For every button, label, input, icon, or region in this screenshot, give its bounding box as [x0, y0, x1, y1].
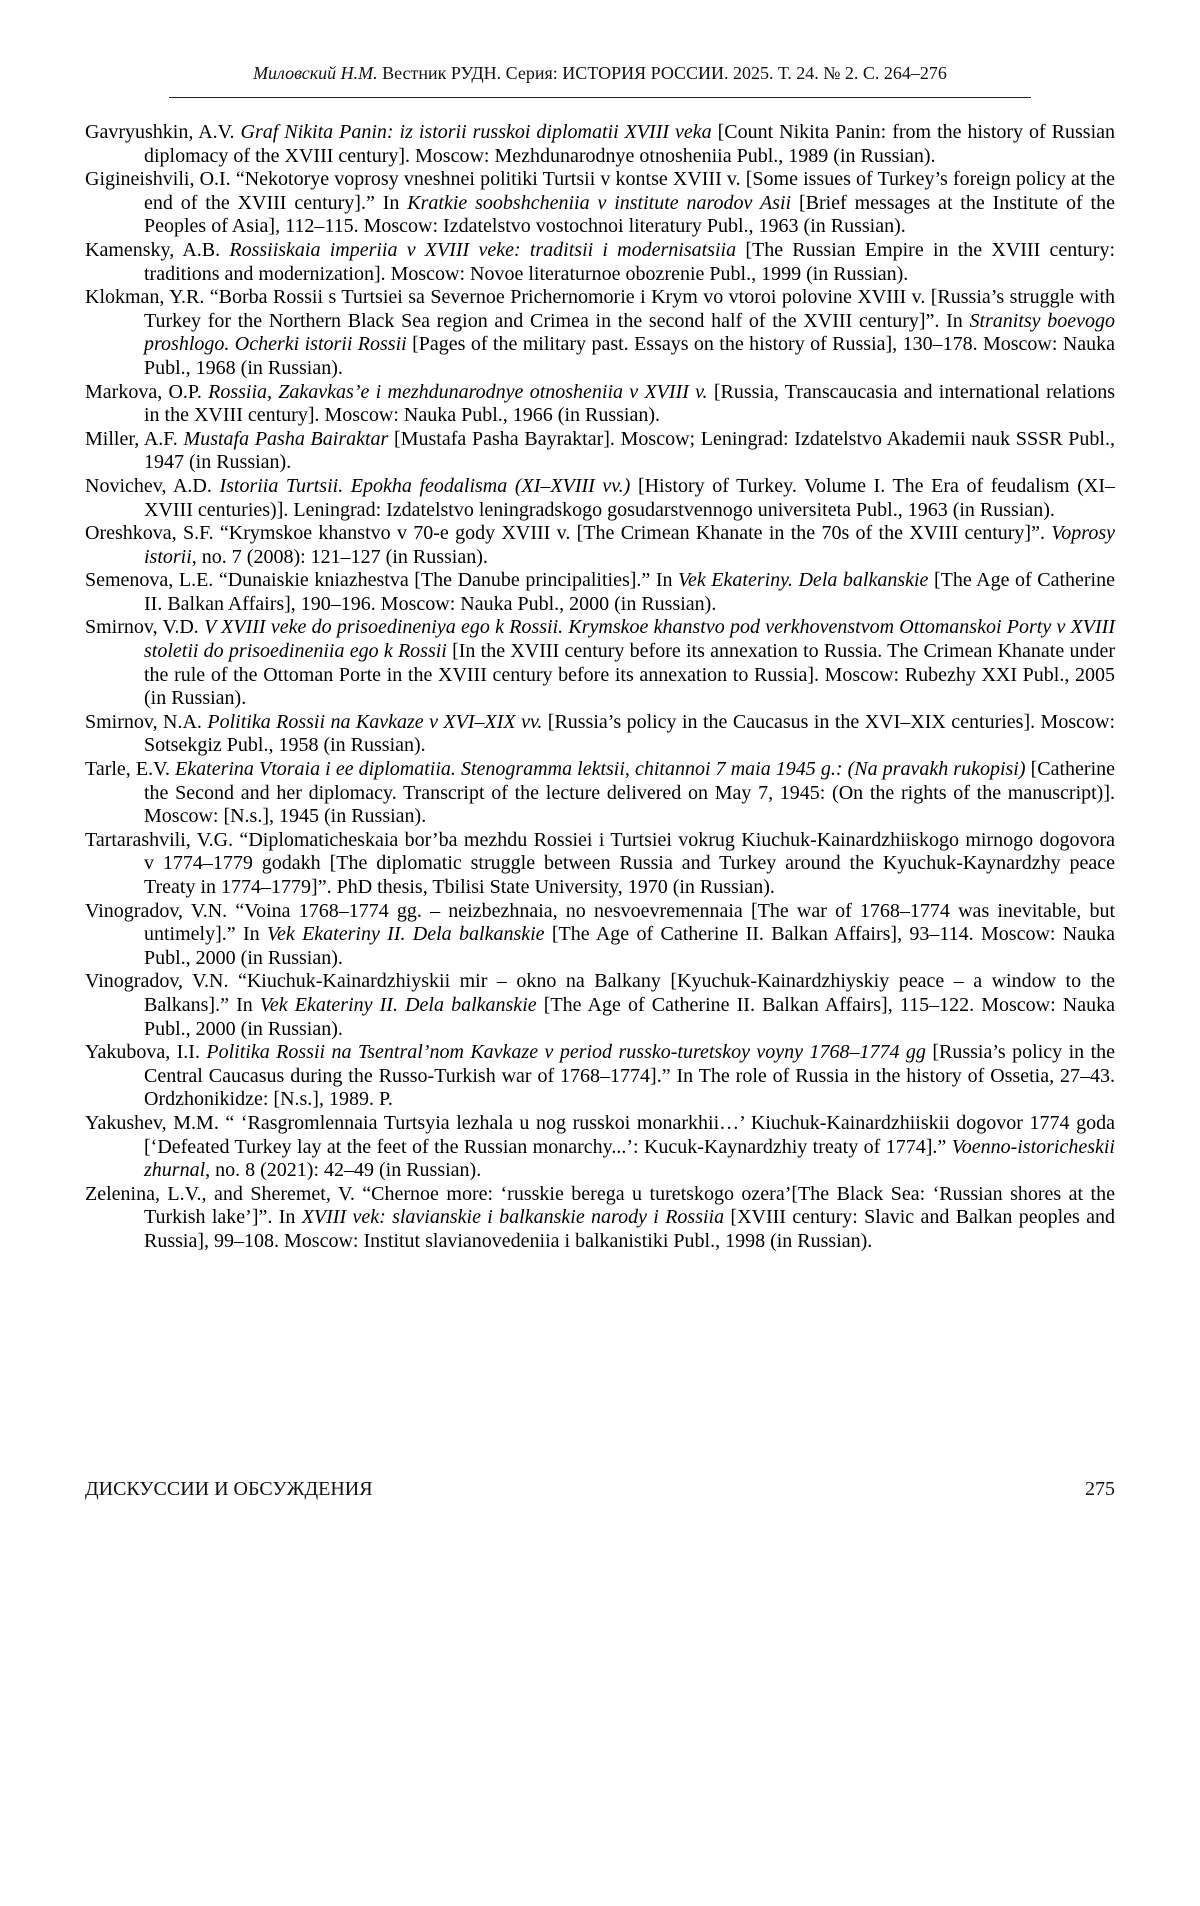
reference-entry	[85, 1041, 1115, 1112]
reference-text: Gigineishvili, O.I. “Nekotorye voprosy vneshnei politiki Turtsii v kontse XVIII v. [Some issues of Turkey’s foreign policy at the end of the XVIII century].” In	[85, 168, 1115, 214]
reference-title: V XVIII veke do prisoedineniya ego k Rossii. Krymskoe khanstvo pod verkhovenstvom Ottomanskoi Porty v XVIII stoletii do prisoedineniia ego k Rossii	[144, 616, 1116, 663]
reference-entry	[85, 758, 1115, 829]
reference-entry	[85, 286, 1115, 380]
reference-text: , no. 7 (2008): 121–127 (in Russian).	[191, 545, 488, 568]
reference-text: [Count Nikita Panin: from the history of Russian diplomacy of the XVIII century]. Moscow: Mezhdunarodnye otnosheniia Publ., 1989 (in Russian).	[144, 121, 1116, 167]
reference-title: Vek Ekateriny II. Dela balkanskie	[266, 923, 545, 946]
reference-title: Vek Ekateriny II. Dela balkanskie	[259, 993, 537, 1016]
reference-text: [Russia’s policy in the Caucasus in the XVI–XIX centuries]. Moscow: Sotsekgiz Publ., 1958 (in Russian).	[144, 710, 1116, 757]
reference-text: [The Russian Empire in the XVIII century: traditions and modernization]. Moscow: Novoe literaturnoe obozrenie Publ., 1999 (in Russian).	[144, 238, 1115, 285]
reference-title: Graf Nikita Panin: iz istorii russkoi diplomatii XVIII veka	[240, 121, 712, 143]
reference-text: Gavryushkin, A.V.	[85, 121, 241, 143]
reference-text: Oreshkova, S.F. “Krymskoe khanstvo v 70-e gody XVIII v. [The Crimean Khanate in the 70s of the XVIII century]”.	[85, 522, 1052, 545]
reference-entry	[85, 1183, 1115, 1254]
running-header-author: Миловский Н.М.	[253, 63, 378, 83]
reference-entry	[85, 168, 1115, 239]
reference-text: [The Age of Catherine II. Balkan Affairs], 190–196. Moscow: Nauka Publ., 2000 (in Russian).	[144, 569, 1115, 615]
reference-title: Rossiiskaia imperiia v XVIII veke: traditsii i modernisatsiia	[229, 238, 737, 261]
reference-text: [In the XVIII century before its annexation to Russia. The Crimean Khanate under the rule of the Ottoman Porte in the XVIII century before its annexation to Russia]. Moscow: Rubezhy XXI Publ., 2005 (in Russian).	[144, 640, 1115, 710]
reference-text: [Russia’s policy in the Central Caucasus during the Russo-Turkish war of 1768–1774].” In The role of Russia in the history of Ossetia, 27–43. Ordzhonikidze: [N.s.], 1989. P.	[144, 1041, 1116, 1111]
reference-text: Novichev, A.D.	[85, 474, 220, 497]
reference-entry	[85, 970, 1115, 1041]
reference-title: Mustafa Pasha Bairaktar	[183, 427, 389, 450]
reference-text: , no. 8 (2021): 42–49 (in Russian).	[205, 1159, 482, 1182]
reference-title: Voenno-istoricheskii zhurnal	[144, 1135, 1115, 1182]
reference-text: [XVIII century: Slavic and Balkan peoples and Russia], 99–108. Moscow: Institut slavianovedeniia i balkanistiki Publ., 1998 (in Russian).	[144, 1206, 1115, 1252]
reference-title: Ekaterina Vtoraia i ee diplomatiia. Stenogramma lektsii, chitannoi 7 maia 1945 g.: (Na pravakh rukopisi)	[175, 758, 1026, 781]
reference-title: Vek Ekateriny. Dela balkanskie	[678, 569, 929, 592]
reference-entry	[85, 121, 1115, 168]
reference-text: Smirnov, N.A.	[85, 710, 208, 733]
reference-text: [The Age of Catherine II. Balkan Affairs], 115–122. Moscow: Nauka Publ., 2000 (in Russian).	[144, 993, 1115, 1040]
reference-title: Politika Rossii na Tsentral’nom Kavkaze v period russko-turetskoy voyny 1768–1774 gg	[206, 1041, 926, 1064]
reference-entry	[85, 239, 1115, 286]
reference-entry	[85, 900, 1115, 971]
reference-entry	[85, 711, 1115, 758]
reference-text: Tartarashvili, V.G. “Diplomaticheskaia bor’ba mezhdu Rossiei i Turtsiei vokrug Kiuchuk-Kainardzhiiskogo mirnogo dogovora v 1774–1779 godakh [The diplomatic struggle between Russia and Turkey around the Kyuchuk-Kaynardzhy peace Treaty in 1774–1779]”. PhD thesis, Tbilisi State University, 1970 (in Russian).	[85, 828, 1115, 898]
reference-text: Yakubova, I.I.	[85, 1041, 207, 1064]
reference-text: Vinogradov, V.N. “Kiuchuk-Kainardzhiyskii mir – okno na Balkany [Kyuchuk-Kainardzhiyskiy peace – a window to the Balkans].” In	[85, 970, 1115, 1016]
footer-section-title: ДИСКУССИИ И ОБСУЖДЕНИЯ	[85, 1478, 373, 1500]
header-rule	[169, 97, 1031, 98]
reference-text: [Mustafa Pasha Bayraktar]. Moscow; Leningrad: Izdatelstvo Akademii nauk SSSR Publ., 1947 (in Russian).	[144, 427, 1115, 474]
reference-text: [Russia, Transcaucasia and international relations in the XVIII century]. Moscow: Nauka Publ., 1966 (in Russian).	[144, 380, 1116, 427]
running-header	[85, 62, 1115, 84]
reference-entry	[85, 428, 1115, 475]
reference-entry	[85, 381, 1115, 428]
references-list	[85, 121, 1115, 1254]
reference-text: Markova, O.P.	[85, 380, 209, 403]
reference-text: Zelenina, L.V., and Sheremet, V. “Chernoe more: ‘russkie berega u turetskogo ozera’[The Black Sea: ‘Russian shores at the Turkish lake’]”. In	[85, 1182, 1115, 1229]
reference-title: Stranitsy boevogo proshlogo. Ocherki istorii Rossii	[144, 309, 1115, 356]
reference-text: Klokman, Y.R. “Borba Rossii s Turtsiei sa Severnoe Prichernomorie i Krym vo vtoroi polovine XVIII v. [Russia’s struggle with Turkey for the Northern Black Sea region and Crimea in the second half of the XVIII century]”. In	[85, 286, 1115, 332]
reference-text: Kamensky, A.B.	[85, 238, 230, 261]
footer-page-number: 275	[1085, 1478, 1115, 1500]
reference-title: Istoriia Turtsii. Epokha feodalisma (XI–XVIII vv.)	[219, 474, 631, 497]
reference-text: Miller, A.F.	[85, 427, 184, 450]
reference-text: Vinogradov, V.N. “Voina 1768–1774 gg. – neizbezhnaia, no nesvoevremennaia [The war of 1768–1774 was inevitable, but untimely].” In	[85, 899, 1115, 946]
reference-text: Tarle, E.V.	[85, 758, 176, 781]
reference-entry	[85, 475, 1115, 522]
reference-entry	[85, 522, 1115, 569]
reference-title: Voprosy istorii	[144, 522, 1115, 568]
reference-entry	[85, 569, 1115, 616]
reference-entry	[85, 829, 1115, 900]
reference-entry	[85, 1112, 1115, 1183]
reference-text: [History of Turkey. Volume I. The Era of feudalism (XI–XVIII centuries)]. Leningrad: Izdatelstvo leningradskogo gosudarstvennogo universiteta Publ., 1963 (in Russian).	[144, 474, 1115, 521]
reference-text: [The Age of Catherine II. Balkan Affairs], 93–114. Moscow: Nauka Publ., 2000 (in Russian).	[144, 923, 1115, 969]
reference-text: [Brief messages at the Institute of the Peoples of Asia], 112–115. Moscow: Izdatelstvo vostochnoi literatury Publ., 1963 (in Russian).	[144, 191, 1115, 238]
reference-text: [Pages of the military past. Essays on the history of Russia], 130–178. Moscow: Nauka Publ., 1968 (in Russian).	[144, 333, 1116, 379]
running-header-journal-info: Вестник РУДН. Серия: ИСТОРИЯ РОССИИ. 2025. Т. 24. № 2. С. 264–276	[377, 63, 947, 83]
reference-entry	[85, 616, 1115, 710]
page-footer	[85, 1478, 1115, 1501]
reference-title: Kratkie soobshcheniia v institute narodov Asii	[407, 191, 792, 214]
reference-text: [Catherine the Second and her diplomacy. Transcript of the lecture delivered on May 7, 1945: (On the rights of the manuscript)]. Moscow: [N.s.], 1945 (in Russian).	[144, 758, 1115, 828]
reference-text: Yakushev, M.M. “ ‘Rasgromlennaia Turtsyia lezhala u nog russkoi monarkhii…’ Kiuchuk-Kainardzhiiskii dogovor 1774 goda [‘Defeated Turkey lay at the feet of the Russian monarchy...’: Kucuk-Kaynardzhiy treaty of 1774].”	[85, 1111, 1115, 1158]
reference-title: Politika Rossii na Kavkaze v XVI–XIX vv.	[207, 710, 543, 733]
reference-text: Smirnov, V.D.	[85, 616, 205, 639]
reference-text: Semenova, L.E. “Dunaiskie kniazhestva [The Danube principalities].” In	[85, 569, 679, 592]
reference-title: XVIII vek: slavianskie i balkanskie narody i Rossiia	[301, 1206, 725, 1229]
reference-title: Rossiia, Zakavkas’e i mezhdunarodnye otnosheniia v XVIII v.	[208, 380, 708, 403]
